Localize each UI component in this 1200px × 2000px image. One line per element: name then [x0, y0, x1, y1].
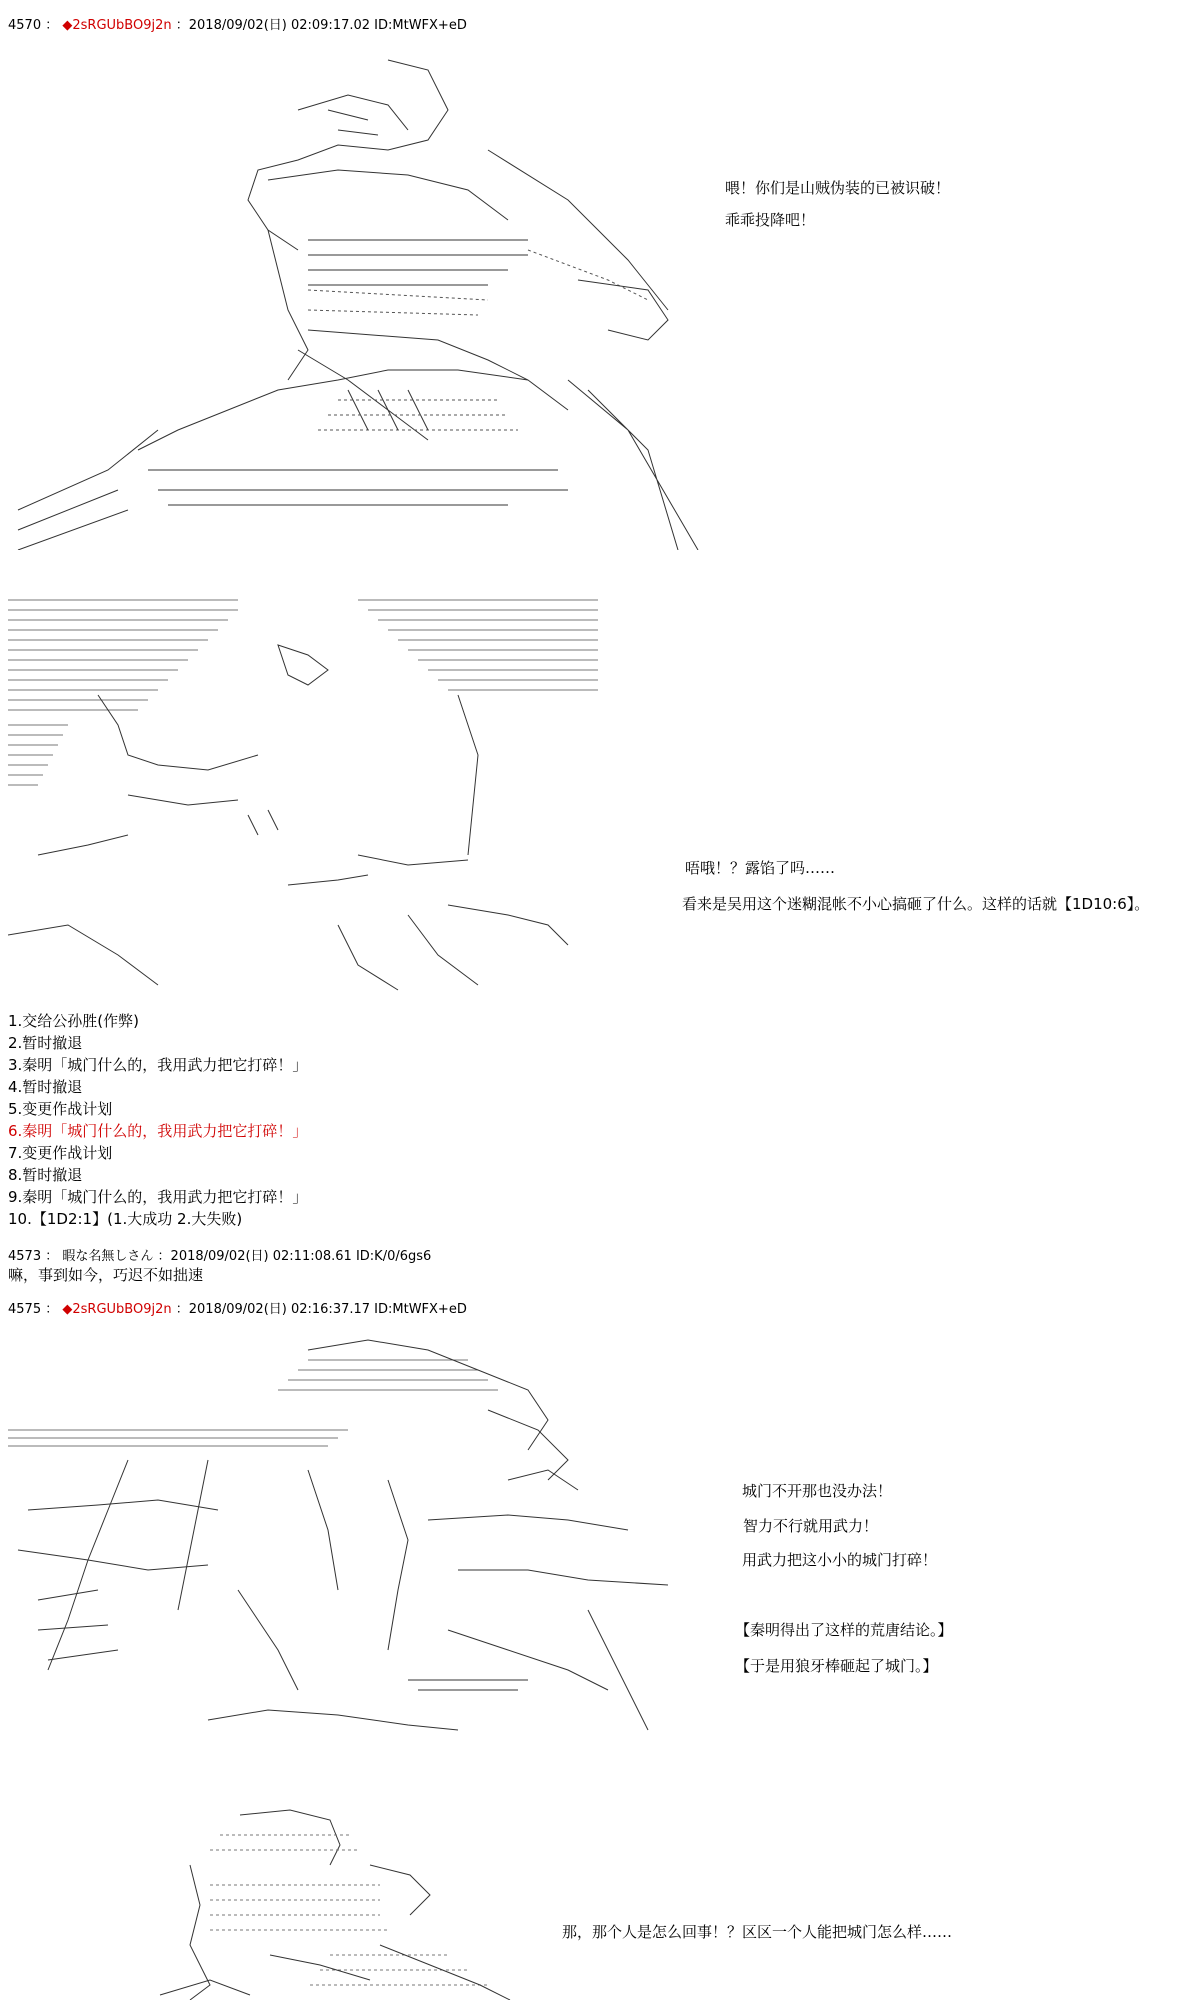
- choice-item: 4.暂时撤退: [8, 1078, 83, 1096]
- dialogue-line: 唔哦！？露馅了吗……: [685, 859, 836, 877]
- reply-body: 嘛，事到如今，巧迟不如拙速: [8, 1266, 204, 1284]
- post-meta: ：2018/09/02(日) 02:16:37.17 ID:MtWFX+eD: [175, 1302, 467, 1317]
- post-header-4573: [8, 1245, 431, 1264]
- ascii-art-smashing-gate: [8, 1330, 678, 1760]
- ascii-art-soldier: [150, 1805, 550, 2000]
- choice-item: 9.秦明「城门什么的，我用武力把它打碎！」: [8, 1188, 308, 1206]
- dialogue-line: 那，那个人是怎么回事！？区区一个人能把城门怎么样……: [562, 1923, 953, 1941]
- dialogue-line: 用武力把这小小的城门打碎！: [742, 1551, 938, 1569]
- dialogue-line: 乖乖投降吧！: [725, 211, 816, 229]
- post-header-4570: [8, 14, 467, 33]
- poster-name[interactable]: 暇な名無しさん: [62, 1249, 154, 1264]
- choice-item: 2.暂时撤退: [8, 1034, 83, 1052]
- dialogue-line: 智力不行就用武力！: [743, 1517, 879, 1535]
- choice-item: 7.变更作战计划: [8, 1144, 113, 1162]
- post-number: 4573: [8, 1249, 42, 1264]
- post-separator: ：: [45, 18, 59, 33]
- post-separator: ：: [45, 1302, 59, 1317]
- narration-line: 【于是用狼牙棒砸起了城门。】: [735, 1657, 938, 1675]
- choice-item: 8.暂时撤退: [8, 1166, 83, 1184]
- choice-item: 10.【1D2:1】(1.大成功 2.大失败): [8, 1210, 243, 1228]
- post-meta: ：2018/09/02(日) 02:11:08.61 ID:K/0/6gs6: [157, 1249, 432, 1264]
- dialogue-line: 城门不开那也没办法！: [742, 1482, 893, 1500]
- post-number: 4575: [8, 1302, 42, 1317]
- dialogue-line: 喂！你们是山贼伪装的已被识破！: [725, 179, 951, 197]
- post-separator: ：: [45, 1249, 59, 1264]
- choice-item-selected: 6.秦明「城门什么的，我用武力把它打碎！」: [8, 1122, 308, 1140]
- post-header-4575: [8, 1298, 467, 1317]
- ascii-art-face-closeup: [8, 595, 608, 995]
- narration-line: 【秦明得出了这样的荒唐结论。】: [735, 1621, 953, 1639]
- choice-item: 5.变更作战计划: [8, 1100, 113, 1118]
- ascii-art-armored-man: [8, 50, 708, 550]
- choice-item: 3.秦明「城门什么的，我用武力把它打碎！」: [8, 1056, 308, 1074]
- post-number: 4570: [8, 18, 42, 33]
- poster-trip[interactable]: ◆2sRGUbBO9j2n: [62, 18, 172, 33]
- poster-trip[interactable]: ◆2sRGUbBO9j2n: [62, 1302, 172, 1317]
- dialogue-line: 看来是吴用这个迷糊混帐不小心搞砸了什么。这样的话就【1D10:6】。: [682, 895, 1150, 913]
- post-meta: ：2018/09/02(日) 02:09:17.02 ID:MtWFX+eD: [175, 18, 467, 33]
- choice-list: [8, 1010, 307, 1230]
- choice-item: 1.交给公孙胜(作弊): [8, 1012, 140, 1030]
